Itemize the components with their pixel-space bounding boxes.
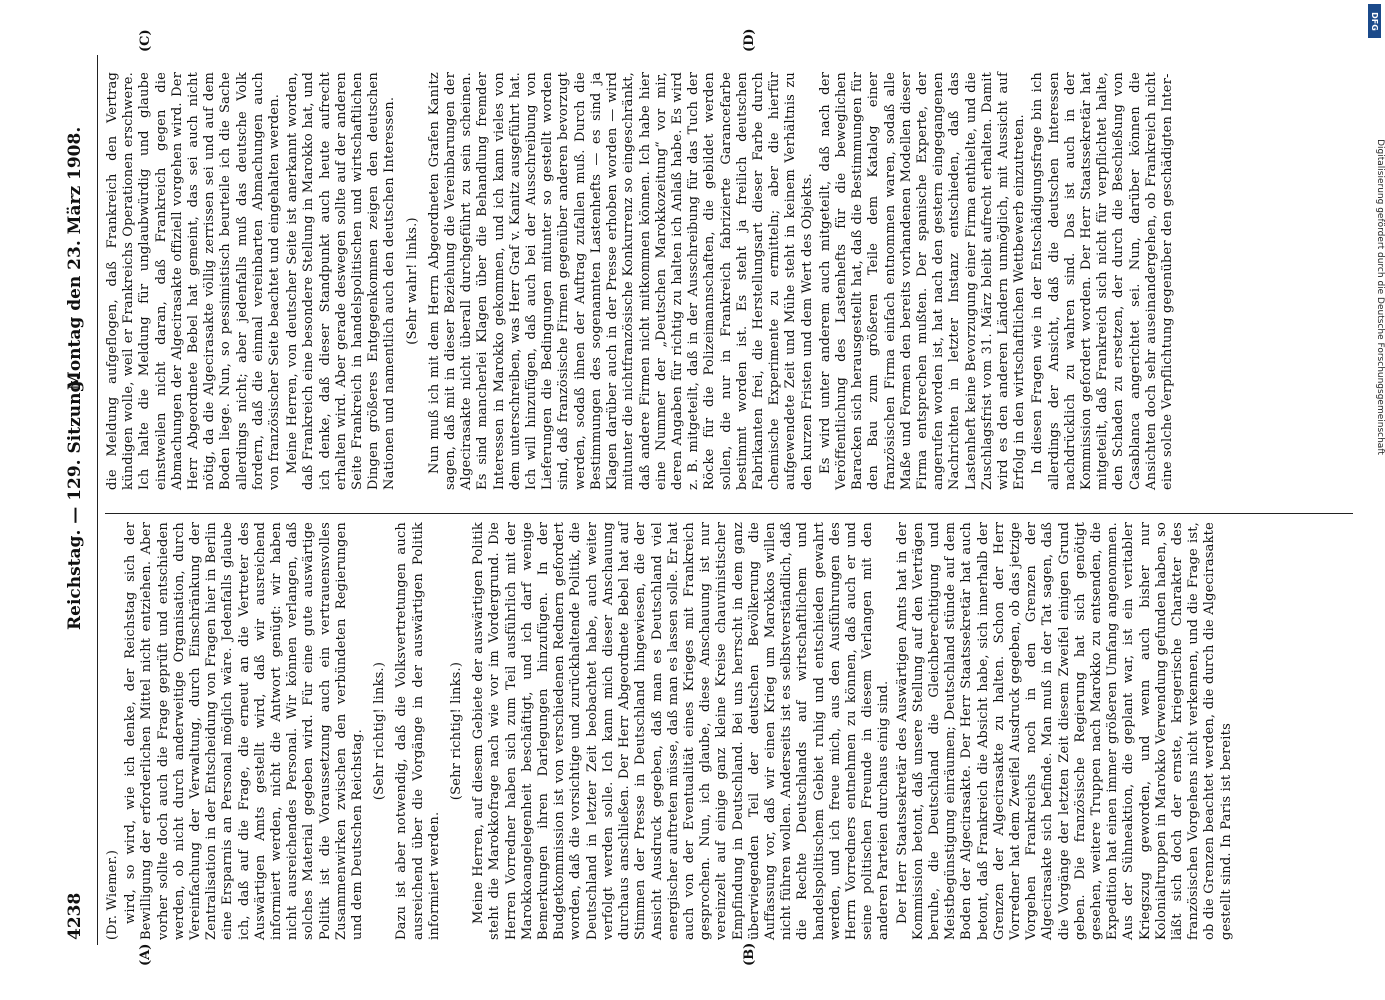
interjection: (Sehr richtig! links.): [449, 661, 465, 801]
paragraph: Meine Herren, auf diesem Gebiete der auswärtigen Politik steht die Marokkofrage nach wie vor im Vordergrund. Die Herren Vorredner haben sich zum Teil ausführlich mit der Marokkoangelegenheit beschäftigt, und ich darf wenige Bemerkungen ihren Darlegungen hinzufügen. In der Budgetkommission ist von verschiedenen Rednern gefordert worden, daß die vorsichtige und zurückhaltende Politik, die Deutschland in letzter Zeit beobachtet habe, auch weiter verfolgt werden solle. Ich kann mich dieser Anschauung durchaus anschließen. Der Herr Abgeordnete Bebel hat auf Stimmen der Presse in Deutschland hingewiesen, die der Ansicht Ausdruck gegeben, daß man es Deutschland viel energischer auftreten müsse, daß man es lassen solle. Er hat auch von der Eventualität eines Krieges mit Frankreich gesprochen. Nun, ich glaube, diese Anschauung ist nur vereinzelt auf einige ganz kleine Kreise chauvinistischer Empfindung in Deutschland. Bei uns herrscht in dem ganz überwiegenden Teil der deutschen Bevölkerung die Auffassung vor, daß wir einen Krieg um Marokkos willen nicht führen wollen. Anderseits ist es selbstverständlich, daß die Rechte Deutschlands auf wirtschaftlichem und handelspolitischem Gebiet ruhig und entschieden gewahrt werden, und ich freue mich, aus den Ausführungen des Herrn Vorredners entnehmen zu können, daß auch er und seine politischen Freunde in diesem Verlangen mit den anderen Parteien durchaus einig sind.: [471, 522, 892, 940]
paragraph: In diesen Fragen wie in der Entschädigungsfrage bin ich allerdings der Ansicht, daß die deutschen Interessen nachdrücklich zu wahren sind. Das ist auch in der Kommission gefordert worden. Der Herr Staatssekretär hat mitgeteilt, daß Frankreich sich nicht für verpflichtet halte, den Schaden zu ersetzen, der durch die Beschießung von Casablanca angerichtet sei. Nun, darüber können die Ansichten doch sehr auseinandergehen, ob Frankreich nicht eine solche Verpflichtung gegenüber den geschädigten Inter-: [1030, 72, 1175, 490]
paragraph: Dazu ist aber notwendig, daß die Volksvertretungen auch ausreichend über die Vorgänge in der auswärtigen Politik informiert werden.: [394, 522, 442, 940]
margin-marker-b: (B): [742, 942, 757, 966]
paragraph: Der Herr Staatssekretär des Auswärtigen Amts hat in der Kommission betont, daß unsere Stellung auf den Verträgen beruhe, die Deutschland die Gleichberechtigung und Meistbegünstigung einräumen; Deutschland stünde auf dem Boden der Algecirasakte. Der Herr Staatssekretär hat auch betont, daß Frankreich die Absicht habe, sich innerhalb der Grenzen der Algecirasakte zu halten. Schon der Herr Vorredner hat dem Zweifel Ausdruck gegeben, ob das jetzige Vorgehen Frankreichs noch in den Grenzen der Algecirasakte sich befinde. Man muß in der Tat sagen, daß die Vorgänge der letzten Zeit diesem Zweifel einigen Grund geben. Die französische Regierung hat sich genötigt gesehen, weitere Truppen nach Marokko zu entsenden, die Expedition hat einen immer größeren Umfang angenommen. Aus der Sühneaktion, die geplant war, ist ein veritabler Kriegszug geworden, und wenn auch bisher nur Kolonialtruppen in Marokko Verwendung gefunden haben, so läßt sich doch der ernste, kriegerische Charakter des französischen Vorgehens nicht verkennen, und die Frage ist, ob die Grenzen beachtet werden, die durch die Algecirasakte gestellt sind. In Paris ist bereits: [894, 522, 1234, 940]
page-number: 4238: [65, 892, 85, 940]
dfg-logo: DFG: [1368, 4, 1381, 38]
session-title: Reichstag. — 129. Sitzung.: [65, 374, 85, 630]
speaker-label: (Dr. Wiemer.): [105, 849, 120, 940]
margin-marker-d: (D): [742, 28, 757, 52]
column-divider: [105, 513, 1353, 514]
digitization-credit: Digitalisierung gefördert durch die Deutsche Forschungsgemeinschaft: [1375, 139, 1385, 455]
left-column: [105, 522, 1355, 940]
right-column: [105, 72, 1355, 490]
margin-marker-a: (A): [138, 943, 153, 966]
interjection: (Sehr wahr! links.): [404, 217, 420, 345]
paragraph: Meine Herren, von deutscher Seite ist anerkannt worden, daß Frankreich eine besondere Stellung in Marokko hat, und ich denke, daß dieser Standpunkt auch heute aufrecht erhalten wird. Aber gerade deswegen sollte auf der anderen Seite Frankreich in handelspolitischen und wirtschaftlichen Dingen größeres Entgegenkommen zeigen den deutschen Nationen und namentlich auch den deutschen Interessen.: [285, 72, 398, 490]
date-title: Montag den 23. März 1908.: [65, 126, 85, 390]
margin-marker-c: (C): [138, 29, 153, 52]
header-rule: [97, 55, 98, 945]
paragraph: Es wird unter anderem auch mitgeteilt, daß nach der Veröffentlichung des Lastenhefts für die beweglichen Baracken sich herausgestellt hat, daß die Bestimmungen für den Bau zum größeren Teile dem Katalog einer französischen Firma einfach entnommen waren, sodaß alle Maße und Formen den bereits vorhandenen Modellen dieser Firma entsprechen mußten. Der spanische Experte, der angerufen worden ist, hat nach den gestern eingegangenen Nachrichten in letzter Instanz entschieden, daß das Lastenheft keine Bevorzugung einer Firma enthielte, und die Zuschlagsfrist vom 31. März bleibt aufrecht erhalten. Damit wird es den anderen Ländern unmöglich, mit Aussicht auf Erfolg in den wirtschaftlichen Wettbewerb einzutreten.: [817, 72, 1028, 490]
digitization-sidebar: [1368, 0, 1383, 1000]
paragraph: wird, so wird, wie ich denke, der Reichstag sich der Bewilligung der erforderlichen Mittel nicht entziehen. Aber vorher sollte doch auch die Frage geprüft und entschieden werden, ob nicht durch anderweitige Organisation, durch Vereinfachung der Verwaltung, durch Einschränkung der Zentralisation in der Entscheidung von Fragen hier in Berlin eine Ersparnis an Personal möglich wäre. Jedenfalls glaube ich, daß auf die Frage, die erneut an die Vertreter des Auswärtigen Amts gestellt wird, daß wir ausreichend informiert werden, nicht die Antwort genügt: wir haben nicht ausreichendes Personal. Wir können verlangen, daß solches Material gegeben wird. Für eine gute auswärtige Politik ist die Voraussetzung auch ein vertrauensvolles Zusammenwirken zwischen den verbündeten Regierungen und dem Deutschen Reichstag.: [123, 522, 366, 940]
paragraph: die Meldung aufgeflogen, daß Frankreich den Vertrag kündigen wolle, weil er Frankreichs Operationen erschwere. Ich halte die Meldung für unglaubwürdig und glaube einstweilen nicht daran, daß Frankreich gegen die Abmachungen der Algecirasakte offiziell vorgehen wird. Der Herr Abgeordnete Bebel hat gemeint, das sei auch nicht nötig, da die Algecirasakte völlig zerrissen sei und auf dem Boden liege. Nun, so pessimistisch beurteile ich die Sache allerdings nicht; aber jedenfalls muß das deutsche Volk fordern, daß die einmal vereinbarten Abmachungen auch von französischer Seite beachtet und eingehalten werden.: [105, 72, 283, 490]
interjection: (Sehr richtig! links.): [372, 661, 388, 801]
page-header: [55, 0, 97, 1000]
paragraph: Nun muß ich mit dem Herrn Abgeordneten Grafen Kanitz sagen, daß mit in dieser Beziehung die Vereinbarungen der Algecirasakte nicht überall durchgeführt zu sein scheinen. Es sind mancherlei Klagen über die Behandlung fremder Interessen in Marokko gekommen, und ich kann vieles von dem unterschreiben, was Herr Graf v. Kanitz ausgeführt hat. Ich will hinzufügen, daß auch bei der Ausschreibung von Lieferungen die Bedingungen mitunter so gestellt worden sind, daß französische Firmen gegenüber anderen bevorzugt werden, sodaß ihnen der Auftrag zufallen muß. Durch die Bestimmungen des sogenannten Lastenhefts — es sind ja Klagen darüber auch in der Presse erhoben worden — wird mitunter die nichtfranzösische Konkurrenz so eingeschränkt, daß andere Firmen nicht mitkommen können. Ich habe hier eine Nummer der „Deutschen Marokkozeitung“ vor mir, deren Angaben für richtig zu halten ich Anlaß habe. Es wird z. B. mitgeteilt, daß in der Ausschreibung für das Tuch der Röcke für die Polizeimannschaften, die gebildet werden sollen, die nur in Frankreich fabrizierte Garancefarbe bestimmt worden ist. Es steht ja freilich deutschen Fabrikanten frei, die Herstellungsart dieser Farbe durch chemische Experimente zu ermitteln; aber die hierfür aufgewendete Zeit und Mühe steht in keinem Verhältnis zu den kurzen Fristen und dem Wert des Objekts.: [426, 72, 815, 490]
